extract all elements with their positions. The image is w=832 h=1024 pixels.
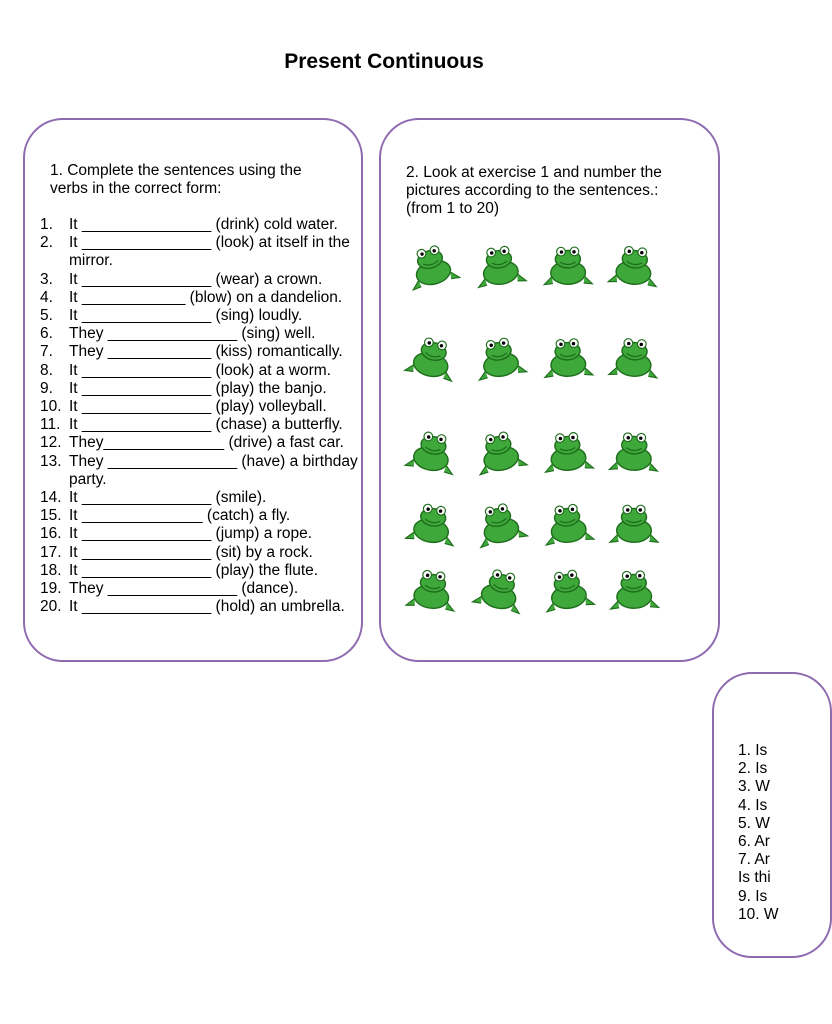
sentence-item (40, 234, 360, 270)
sentence-text: It _______________ (chase) a butterfly. (69, 416, 343, 434)
question-item: 7. Ar (738, 851, 770, 869)
question-item: 5. W (738, 814, 770, 832)
sentence-number: 16. (40, 525, 62, 543)
frog-dancing-icon (539, 424, 597, 476)
sentence-text: It ____________ (blow) on a dandelion. (69, 288, 343, 306)
sentence-number: 13. (40, 452, 62, 470)
frog-butterfly-icon (605, 562, 663, 614)
exercise-1-list (40, 216, 360, 616)
sentence-text: It ______________ (catch) a fly. (69, 507, 291, 525)
frog-banjo-icon (403, 330, 461, 382)
sentence-number: 19. (40, 580, 62, 598)
exercise-2-instruction: 2. Look at exercise 1 and number the pictures according to the sentences.: (from 1 to 20) (406, 164, 662, 217)
sentence-item (40, 216, 360, 234)
frog-car-icon (403, 424, 461, 476)
sentence-item (40, 434, 360, 452)
sentence-text: They _______________ (dance). (69, 580, 299, 598)
sentence-item (40, 507, 360, 525)
sentence-text: It _______________ (sing) loudly. (69, 307, 303, 325)
sentence-number: 10. (40, 398, 62, 416)
sentence-item (40, 271, 360, 289)
sentence-text: It _______________ (look) at a worm. (69, 361, 331, 379)
sentence-number: 12. (40, 434, 62, 452)
frog-rock-icon (539, 496, 597, 548)
sentence-item (40, 289, 360, 307)
sentence-item (40, 343, 360, 361)
sentence-number: 4. (40, 288, 53, 306)
frog-drinking-icon (471, 562, 529, 614)
question-item: 2. Is (738, 760, 768, 778)
frog-smiling-icon (539, 330, 597, 382)
sentence-number: 1. (40, 216, 53, 233)
exercise-3-list (738, 742, 778, 924)
frog-rope-icon (539, 562, 597, 614)
sentence-text: They ____________ (kiss) romantically. (69, 343, 343, 361)
frog-kissing-icon (471, 496, 529, 548)
frog-party-icon (471, 424, 529, 476)
sentence-number: 5. (40, 307, 53, 325)
sentence-text: They _______________ (have) a birthday party. (69, 452, 358, 488)
exercise-2-panel (379, 118, 720, 662)
sentence-item (40, 580, 360, 598)
sentence-text: It _______________ (play) the flute. (69, 561, 319, 579)
frog-flute-icon (605, 424, 663, 476)
question-item: 3. W (738, 778, 770, 796)
sentence-item (40, 525, 360, 543)
sentence-number: 3. (40, 270, 53, 288)
sentence-number: 7. (40, 343, 53, 361)
sentence-text: It _______________ (play) the banjo. (69, 379, 327, 397)
frog-umbrella-icon (605, 330, 663, 382)
sentence-item (40, 380, 360, 398)
question-item: 9. Is (738, 887, 768, 905)
question-item: 4. Is (738, 796, 768, 814)
sentence-number: 9. (40, 379, 53, 397)
sentence-number: 20. (40, 598, 62, 616)
sentence-text: It _______________ (sit) by a rock. (69, 543, 313, 561)
sentence-number: 6. (40, 325, 53, 343)
sentence-number: 8. (40, 361, 53, 379)
question-item: 1. Is (738, 742, 768, 759)
frog-dandelion-icon (539, 238, 597, 290)
sentence-text: It _______________ (drink) cold water. (69, 216, 338, 233)
frog-volleyball-icon (605, 496, 663, 548)
sentence-item (40, 544, 360, 562)
frog-lying-icon (403, 562, 461, 614)
sentence-text: It _______________ (look) at itself in the mirror. (69, 234, 350, 270)
sentence-text: They______________ (drive) a fast car. (69, 434, 344, 452)
sentence-item (40, 453, 360, 489)
frog-singing-icon (605, 238, 663, 290)
sentence-text: It _______________ (play) volleyball. (69, 398, 327, 416)
page-title: Present Continuous (284, 50, 484, 73)
sentence-number: 18. (40, 561, 62, 579)
frog-crown-icon (403, 238, 461, 290)
sentence-text: They _______________ (sing) well. (69, 325, 316, 343)
sentence-item (40, 325, 360, 343)
question-item: 6. Ar (738, 833, 770, 851)
question-item: Is thi (738, 869, 771, 887)
sentence-item (40, 398, 360, 416)
frog-mirror-icon (471, 330, 529, 382)
sentence-number: 14. (40, 489, 62, 507)
sentence-item (40, 416, 360, 434)
frog-fly-icon (403, 496, 461, 548)
sentence-text: It _______________ (smile). (69, 489, 267, 507)
sentence-number: 11. (40, 416, 61, 434)
sentence-item (40, 562, 360, 580)
sentence-item (40, 489, 360, 507)
question-item: 10. W (738, 905, 779, 923)
frog-spotted-icon (471, 238, 529, 290)
sentence-item (40, 598, 360, 616)
exercise-3-panel (712, 672, 832, 958)
sentence-text: It _______________ (jump) a rope. (69, 525, 313, 543)
sentence-text: It _______________ (wear) a crown. (69, 270, 323, 288)
frog-picture-grid (403, 238, 693, 618)
sentence-number: 15. (40, 507, 62, 525)
sentence-number: 2. (40, 234, 53, 252)
exercise-1-panel (23, 118, 363, 662)
exercise-1-instruction: 1. Complete the sentences using the verbs in the correct form: (50, 162, 302, 197)
sentence-item (40, 362, 360, 380)
sentence-number: 17. (40, 543, 62, 561)
sentence-text: It _______________ (hold) an umbrella. (69, 598, 345, 616)
sentence-item (40, 307, 360, 325)
